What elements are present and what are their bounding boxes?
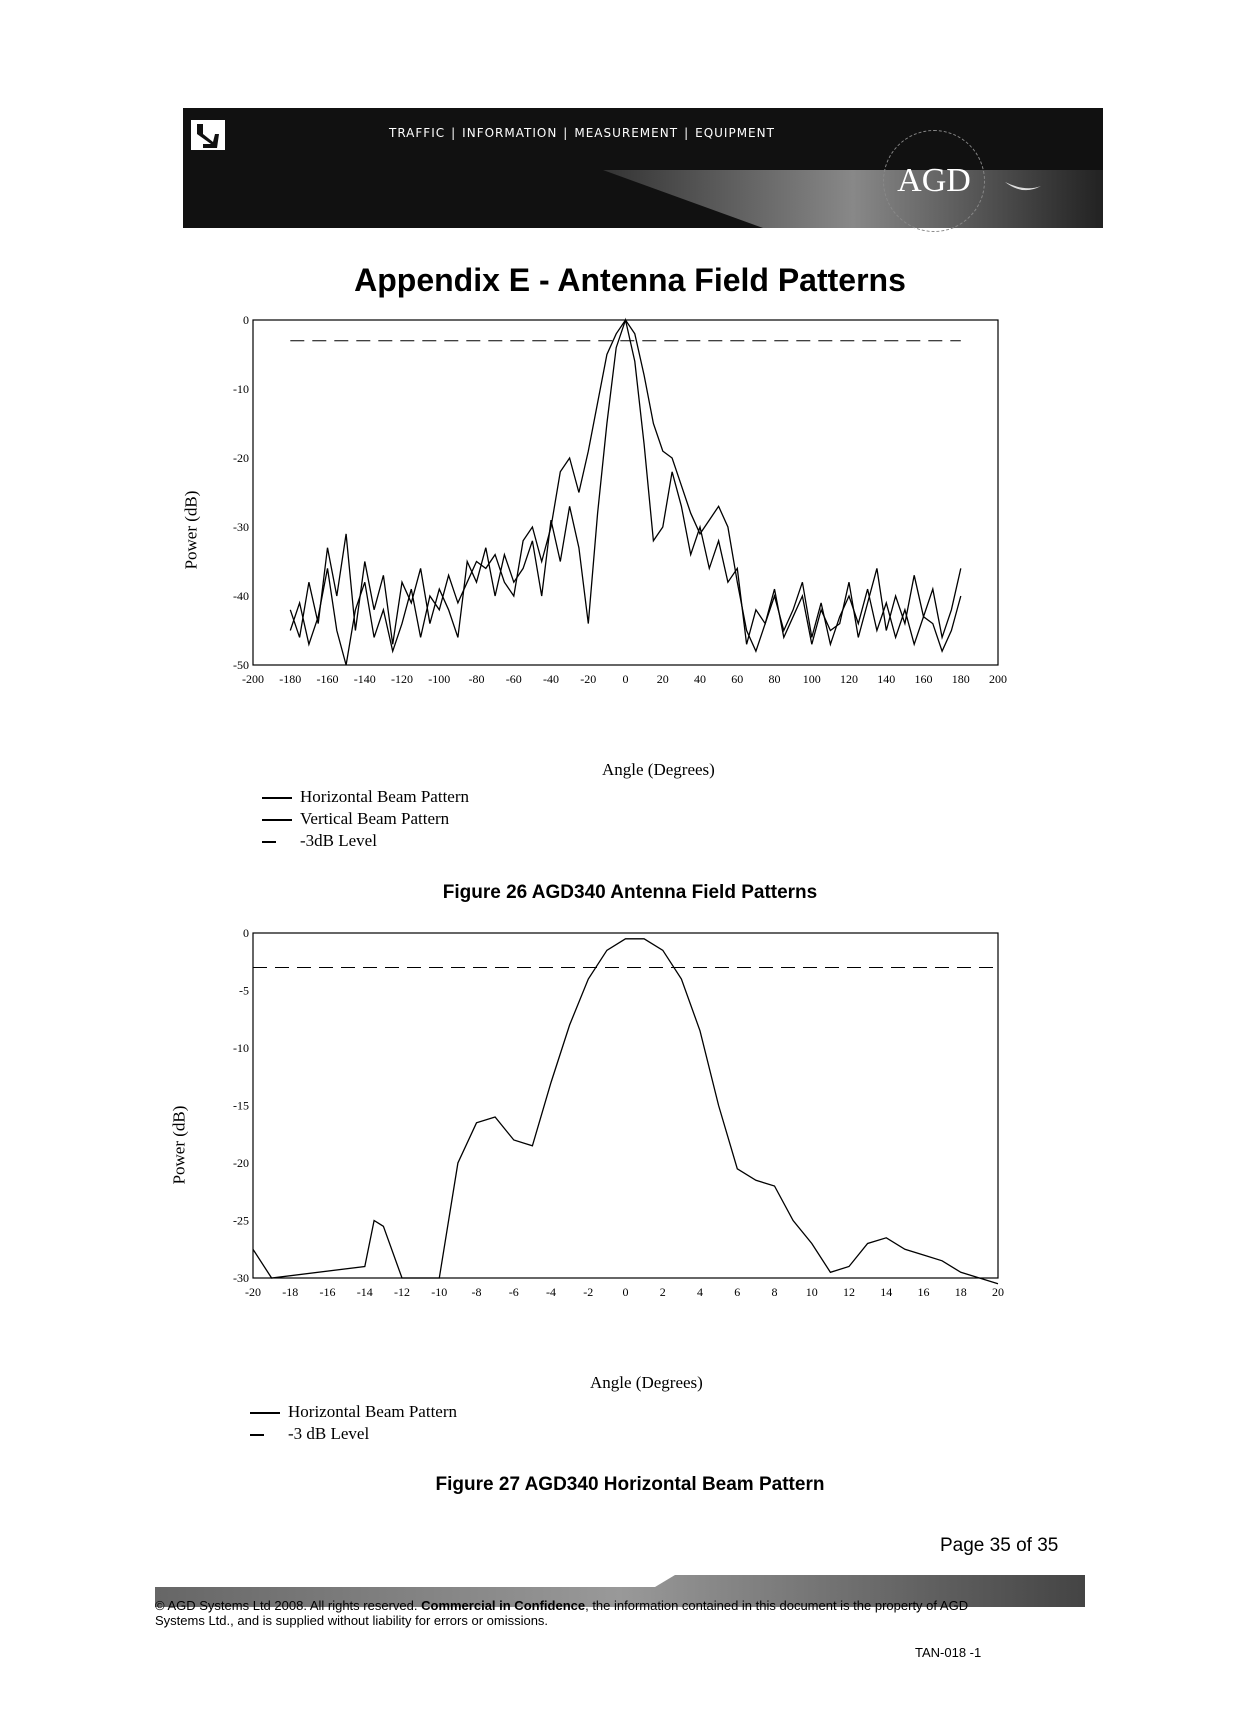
legend-item: Vertical Beam Pattern xyxy=(262,808,469,830)
legend-item: -3dB Level xyxy=(262,830,469,852)
chart1-xtick-label: -180 xyxy=(279,672,302,686)
footer-doc-id: TAN-018 -1 xyxy=(915,1645,982,1660)
chart1-ytick-label: -10 xyxy=(233,382,249,396)
nav-traffic: TRAFFIC xyxy=(389,126,446,140)
chart1-xtick-label: -160 xyxy=(316,672,339,686)
chart1-xtick-label: 100 xyxy=(802,672,821,686)
chart2-xtick-label: 2 xyxy=(659,1285,666,1299)
footer-confidentiality: Commercial in Confidence xyxy=(421,1598,586,1613)
chart1-ylabel: Power (dB) xyxy=(181,490,201,570)
chart1-xtick-label: 20 xyxy=(656,672,669,686)
agd-seal-logo xyxy=(883,130,985,232)
chart1-legend xyxy=(262,786,469,852)
legend-item: Horizontal Beam Pattern xyxy=(250,1401,457,1423)
header-bar xyxy=(183,108,1103,228)
chart2-xtick-label: 20 xyxy=(992,1285,1004,1299)
chart2-xtick-label: 18 xyxy=(954,1285,967,1299)
chart2-ytick-label: -20 xyxy=(233,1156,249,1170)
chart2-xtick-label: -18 xyxy=(282,1285,299,1299)
footer-line-1: © AGD Systems Ltd 2008. All rights reserved. Commercial in Confidence, the information contained in this document is the property of AGD xyxy=(155,1598,969,1613)
footer-line-2: Systems Ltd., and is supplied without liability for errors or omissions. xyxy=(155,1613,549,1628)
chart2-ylabel: Power (dB) xyxy=(169,1105,189,1185)
figure26-caption: Figure 26 AGD340 Antenna Field Patterns xyxy=(442,882,818,903)
page-title: Appendix E - Antenna Field Patterns xyxy=(354,262,906,298)
chart2-xtick-label: 14 xyxy=(880,1285,893,1299)
chart1-xtick-label: 40 xyxy=(694,672,706,686)
chart1-series-horizontal-beam-pattern xyxy=(290,320,961,665)
chart2-xtick-label: -6 xyxy=(508,1285,519,1299)
chart1-xtick-label: -120 xyxy=(391,672,413,686)
chart1-xtick-label: 160 xyxy=(914,672,933,686)
nav-equipment: EQUIPMENT xyxy=(695,126,775,140)
chart2-xlabel: Angle (Degrees) xyxy=(590,1373,703,1392)
chart-antenna-field-patterns xyxy=(225,312,1075,752)
arrow-logo-icon xyxy=(191,120,225,150)
chart2-legend xyxy=(250,1401,457,1445)
chart1-xtick-label: -100 xyxy=(428,672,451,686)
chart1-xtick-label: -80 xyxy=(468,672,485,686)
legend-item: -3 dB Level xyxy=(250,1423,457,1445)
chart2-plot-frame xyxy=(253,933,998,1278)
footer-text xyxy=(155,1598,1095,1628)
figure27-caption: Figure 27 AGD340 Horizontal Beam Pattern xyxy=(435,1474,825,1495)
header-nav: TRAFFIC | INFORMATION | MEASUREMENT | EQUIPMENT xyxy=(383,126,781,140)
chart2-xtick-label: -16 xyxy=(319,1285,336,1299)
chart2-xtick-label: 16 xyxy=(917,1285,930,1299)
chart1-plot-frame xyxy=(253,320,998,665)
chart2-series-horizontal-beam-pattern xyxy=(253,939,998,1284)
chart2-ytick-label: 0 xyxy=(243,926,249,940)
chart1-xtick-label: -60 xyxy=(505,672,522,686)
chart1-xtick-label: 0 xyxy=(622,672,629,686)
chart2-ytick-label: -30 xyxy=(233,1271,249,1285)
chart1-xlabel: Angle (Degrees) xyxy=(602,760,715,779)
chart2-xtick-label: 0 xyxy=(622,1285,629,1299)
chart2-xtick-label: -12 xyxy=(394,1285,410,1299)
chart2-xtick-label: 10 xyxy=(805,1285,818,1299)
chart1-xtick-label: -140 xyxy=(353,672,376,686)
chart1-xtick-label: 60 xyxy=(731,672,744,686)
page-number: Page 35 of 35 xyxy=(940,1535,1059,1556)
chart1-series-vertical-beam-pattern xyxy=(290,320,961,644)
chart1-xtick-label: 180 xyxy=(951,672,970,686)
chart2-ytick-label: -15 xyxy=(233,1098,249,1113)
swoosh-icon xyxy=(1003,178,1043,198)
chart1-xtick-label: 80 xyxy=(768,672,781,686)
chart1-xtick-label: -20 xyxy=(580,672,597,686)
seal-text: AGD xyxy=(897,162,971,199)
chart1-xtick-label: 120 xyxy=(840,672,858,686)
chart1-ytick-label: 0 xyxy=(243,313,249,327)
chart2-xtick-label: -4 xyxy=(546,1285,556,1299)
chart2-xtick-label: -10 xyxy=(431,1285,448,1299)
chart2-xtick-label: -2 xyxy=(583,1285,594,1299)
chart1-ytick-label: -30 xyxy=(233,520,249,534)
chart1-xtick-label: -200 xyxy=(242,672,264,686)
chart2-xtick-label: 8 xyxy=(771,1285,778,1299)
nav-measurement: MEASUREMENT xyxy=(574,126,679,140)
chart1-ytick-label: -20 xyxy=(233,451,249,465)
nav-information: INFORMATION xyxy=(462,126,558,140)
chart1-xtick-label: -40 xyxy=(543,672,559,686)
chart-horizontal-beam-pattern xyxy=(225,925,1075,1365)
legend-item: Horizontal Beam Pattern xyxy=(262,786,469,808)
chart2-xtick-label: 4 xyxy=(697,1285,703,1299)
chart2-ytick-label: -25 xyxy=(233,1213,249,1228)
chart2-xtick-label: 12 xyxy=(843,1285,855,1299)
chart1-xtick-label: 140 xyxy=(877,672,896,686)
chart2-xtick-label: -20 xyxy=(245,1285,261,1299)
chart1-xtick-label: 200 xyxy=(989,672,1007,686)
chart1-ytick-label: -50 xyxy=(233,658,249,672)
chart1-ytick-label: -40 xyxy=(233,589,249,603)
chart2-ytick-label: -10 xyxy=(233,1041,249,1055)
chart2-xtick-label: 6 xyxy=(734,1285,741,1299)
chart2-xtick-label: -8 xyxy=(471,1285,482,1299)
chart2-ytick-label: -5 xyxy=(239,983,249,998)
chart2-xtick-label: -14 xyxy=(356,1285,373,1299)
